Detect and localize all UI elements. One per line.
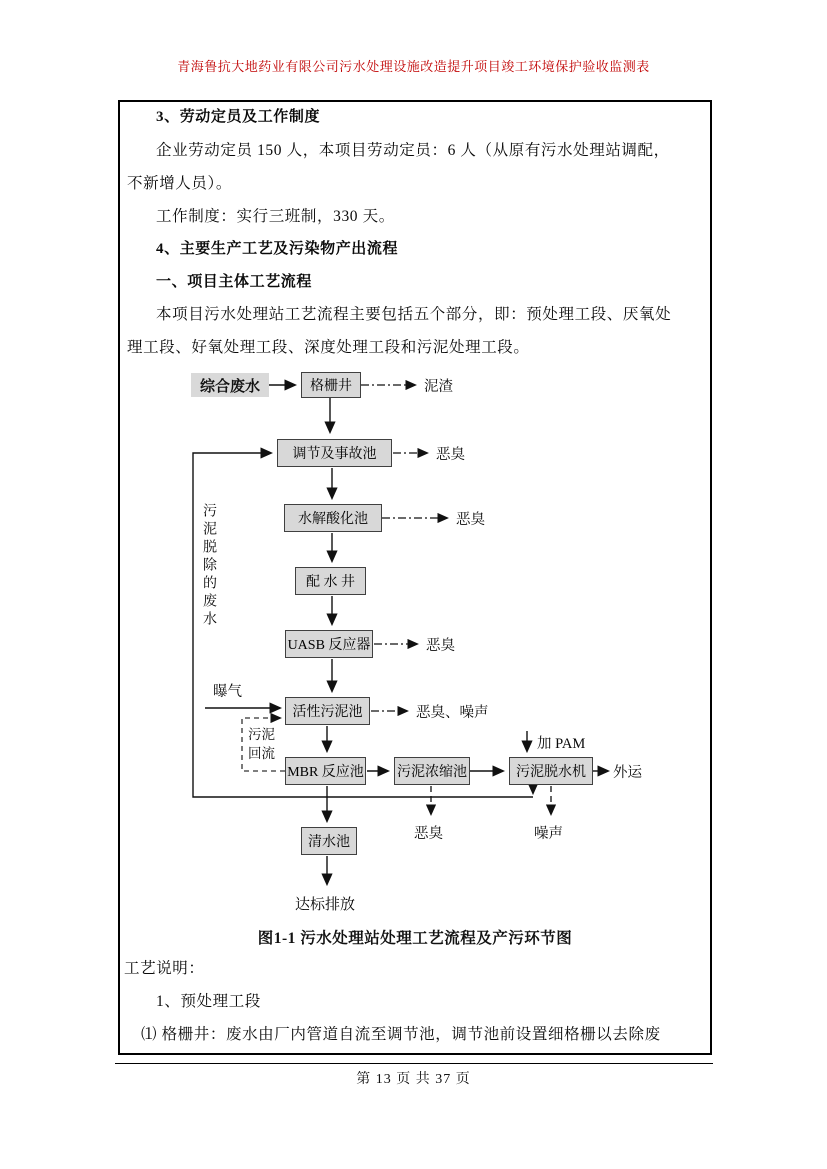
flow-node-uasb-reactor: UASB 反应器 [285, 630, 373, 658]
flow-label-discharge: 达标排放 [295, 897, 356, 913]
flow-node-combined-wastewater: 综合废水 [191, 373, 269, 397]
flow-label-slag: 泥渣 [424, 379, 453, 395]
paragraph-pretreatment: 1、预处理工段 [156, 993, 261, 1010]
flow-node-sludge-dewatering: 污泥脱水机 [509, 757, 593, 785]
paragraph-grid-well-desc: ⑴ 格栅井：废水由厂内管道自流至调节池，调节池前设置细格栅以去除废 [141, 1026, 661, 1043]
flow-label-add-pam: 加 PAM [537, 736, 586, 752]
flow-node-clear-water-pool: 清水池 [301, 827, 357, 855]
flow-label-sludge-return-line1: 污泥 [248, 727, 275, 742]
flow-node-sludge-thickener: 污泥浓缩池 [394, 757, 470, 785]
paragraph-staffing-line1: 企业劳动定员 150 人，本项目劳动定员：6 人（从原有污水处理站调配， [156, 142, 670, 159]
flow-label-noise-dewatering: 噪声 [534, 826, 563, 842]
paragraph-process-line2: 理工段、好氧处理工段、深度处理工段和污泥处理工段。 [127, 339, 530, 356]
paragraph-work-system: 工作制度：实行三班制，330 天。 [156, 208, 395, 225]
heading-staffing: 3、劳动定员及工作制度 [156, 109, 321, 125]
paragraph-staffing-line2: 不新增人员）。 [127, 175, 232, 192]
flow-label-sludge-return [248, 725, 275, 763]
flow-label-odor-uasb: 恶臭 [426, 638, 455, 654]
heading-production-process: 4、主要生产工艺及污染物产出流程 [156, 241, 399, 257]
flow-node-hydrolysis-pool: 水解酸化池 [284, 504, 382, 532]
flow-node-distribution-well: 配 水 井 [295, 567, 366, 595]
flow-label-odor-regulating: 恶臭 [436, 447, 465, 463]
flow-label-outbound: 外运 [613, 765, 642, 781]
footer-page-number: 第 13 页 共 37 页 [356, 1072, 471, 1087]
figure-caption: 图1-1 污水处理站处理工艺流程及产污环节图 [257, 930, 573, 947]
document-header-title: 青海鲁抗大地药业有限公司污水处理设施改造提升项目竣工环境保护验收监测表 [177, 59, 650, 74]
paragraph-process-notes: 工艺说明： [124, 960, 205, 977]
flow-label-odor-noise: 恶臭、噪声 [416, 705, 489, 721]
flow-label-aeration: 曝气 [213, 684, 242, 700]
flow-node-grid-well: 格栅井 [301, 372, 361, 398]
paragraph-process-line1: 本项目污水处理站工艺流程主要包括五个部分，即：预处理工段、厌氧处 [156, 306, 672, 323]
heading-main-process: 一、项目主体工艺流程 [156, 274, 313, 290]
flow-label-sludge-removal-water: 污泥脱除的废水 [201, 503, 216, 629]
flow-node-activated-sludge-pool: 活性污泥池 [285, 697, 370, 725]
flow-label-sludge-return-line2: 回流 [248, 746, 275, 761]
flow-label-odor-hydrolysis: 恶臭 [456, 512, 485, 528]
footer-divider [115, 1063, 713, 1064]
flow-node-regulating-pool: 调节及事故池 [277, 439, 392, 467]
process-flowchart [185, 370, 685, 925]
flow-node-mbr-pool: MBR 反应池 [285, 757, 366, 785]
flow-label-odor-thickener: 恶臭 [414, 826, 443, 842]
